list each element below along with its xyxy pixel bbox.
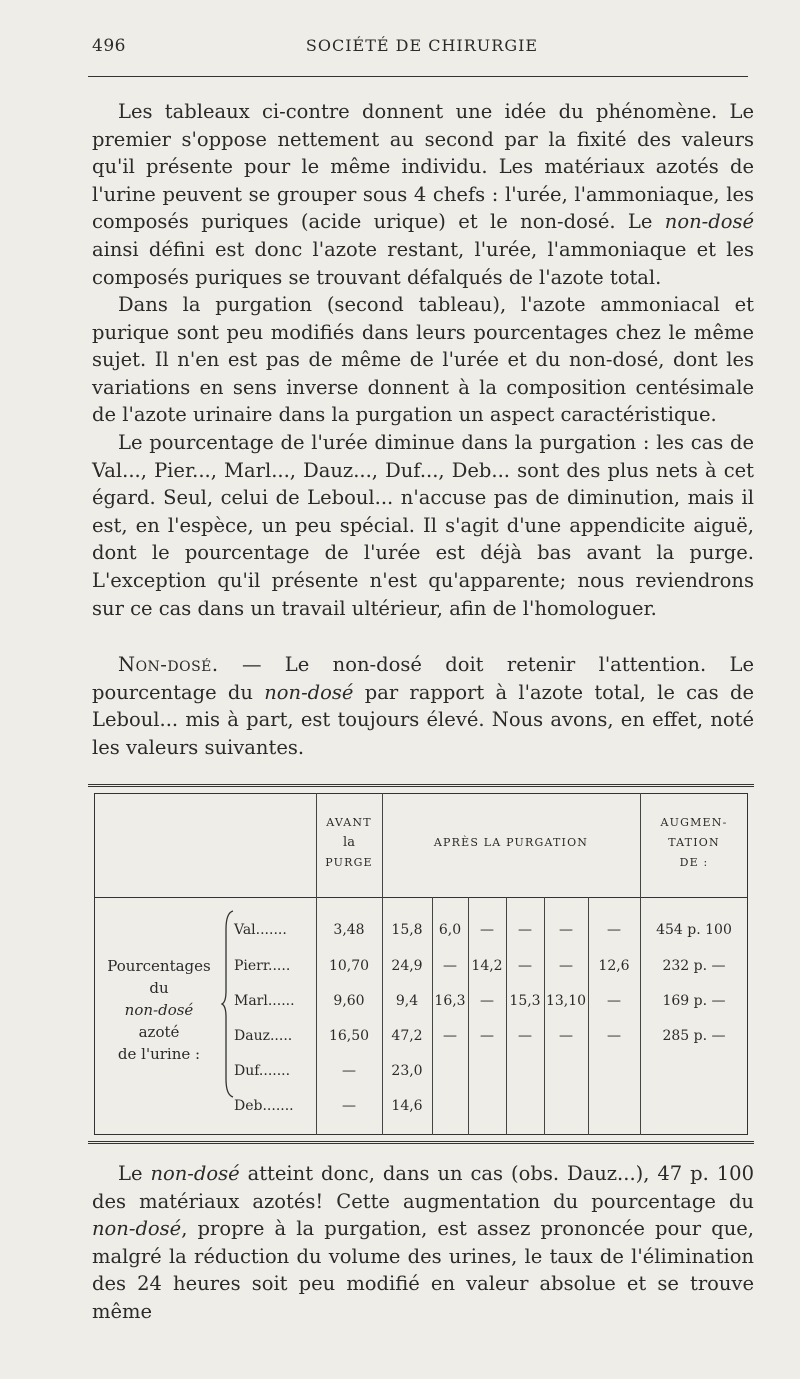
value-cell: 24,9 [391,958,423,974]
subject-cell: Marl...... [234,993,295,1009]
avant-cell: — [342,1063,356,1079]
avant-cell: 16,50 [328,1028,370,1044]
avant-cell: 3,48 [333,922,365,938]
value-cell: — [607,993,621,1009]
value-cell: — [559,1028,573,1044]
value-cell: 14,2 [471,958,503,974]
header-augmentation: AUGMEN- TATION DE : [660,816,728,869]
table-row [88,922,754,942]
row-label: Pourcentages du non-dosé azoté de l'urine : [107,957,211,1063]
value-cell: — [443,1028,457,1044]
paragraph-5: Le non-dosé atteint donc, dans un cas (obs. Dauz...), 47 p. 100 des matériaux azotés! Cette augmentation du pourcentage du non-dosé, propre à la purgation, est assez prononcée pour que, malgré la réduction du volume des urines, le taux de l'élimination des 24 heures soit peu modifié en valeur absolue et se trouve même [92,1162,754,1323]
value-cell: 16,3 [434,993,466,1009]
value-cell: — [443,958,457,974]
value-cell: — [518,1028,532,1044]
value-cell: — [559,958,573,974]
paragraph-1: Les tableaux ci-contre donnent une idée du phénomène. Le premier s'oppose nettement au second par la fixité des valeurs qu'il présente pour le même individu. Les matériaux azotés de l'urine peuvent se grouper sous 4 chefs : l'urée, l'ammoniaque, les composés puriques (acide urique) et le non-dosé. Le non-dosé ainsi défini est donc l'azote restant, l'urée, l'ammoniaque et les composés puriques se trouvant défalqués de l'azote total. [92,100,754,289]
avant-cell: — [342,1098,356,1114]
value-cell: — [607,922,621,938]
value-cell: — [518,958,532,974]
header-rule [88,76,748,77]
subject-cell: Duf....... [234,1063,291,1079]
value-cell: 47,2 [391,1028,423,1044]
table-row [88,1063,754,1083]
subject-cell: Pierr..... [234,958,291,974]
value-cell: — [559,922,573,938]
paragraph-3: Le pourcentage de l'urée diminue dans la purgation : les cas de Val..., Pier..., Marl..., Dauz..., Duf..., Deb... sont des plus nets à cet égard. Seul, celui de Leboul... n'accuse pas de diminution, mais il est, en l'espèce, un peu spécial. Il s'agit d'une appendicite aiguë, dont le pourcentage de l'urée est déjà bas avant la purge. L'exception qu'il présente n'est qu'apparente; nous reviendrons sur ce cas dans un travail ultérieur, afin de l'homologuer. [92,431,754,620]
subject-cell: Dauz..... [234,1028,293,1044]
running-title: SOCIÉTÉ DE CHIRURGIE [305,36,539,55]
value-cell: — [480,993,494,1009]
page-number: 496 [92,36,126,56]
table-row [88,958,754,978]
value-cell: 6,0 [438,922,462,938]
non-dose-table [88,784,754,1144]
subject-cell: Val....... [234,922,287,938]
value-cell: 13,10 [545,993,587,1009]
header-apres: APRÈS LA PURGATION [433,836,589,849]
table-row [88,993,754,1013]
paragraph-4: Non-dosé. — Le non-dosé doit retenir l'attention. Le pourcentage du non-dosé par rapport à l'azote total, le cas de Leboul... mis à part, est toujours élevé. Nous avons, en effet, noté les valeurs suivantes. [92,653,754,759]
value-cell: 14,6 [391,1098,423,1114]
avant-cell: 9,60 [333,993,365,1009]
table-row [88,1028,754,1048]
value-cell: — [518,922,532,938]
value-cell: 15,3 [509,993,541,1009]
header-avant: AVANT la PURGE [325,816,373,869]
value-cell: — [480,1028,494,1044]
augmentation-cell: 232 p. — [662,958,726,974]
value-cell: 9,4 [395,993,419,1009]
table-row [88,1098,754,1118]
value-cell: 12,6 [598,958,630,974]
value-cell: 23,0 [391,1063,423,1079]
running-header [92,36,752,64]
table-header-separator [94,897,748,898]
value-cell: — [607,1028,621,1044]
value-cell: 15,8 [391,922,423,938]
augmentation-cell: 169 p. — [662,993,726,1009]
augmentation-cell: 285 p. — [662,1028,726,1044]
subject-cell: Deb....... [234,1098,294,1114]
paragraph-2: Dans la purgation (second tableau), l'azote ammoniacal et purique sont peu modifiés dans leurs pourcentages chez le même sujet. Il n'en est pas de même de l'urée et du non-dosé, dont les variations en sens inverse donnent à la composition centésimale de l'azote urinaire dans la purgation un aspect caractéristique. [92,293,754,427]
value-cell: — [480,922,494,938]
avant-cell: 10,70 [328,958,370,974]
augmentation-cell: 454 p. 100 [656,922,732,938]
